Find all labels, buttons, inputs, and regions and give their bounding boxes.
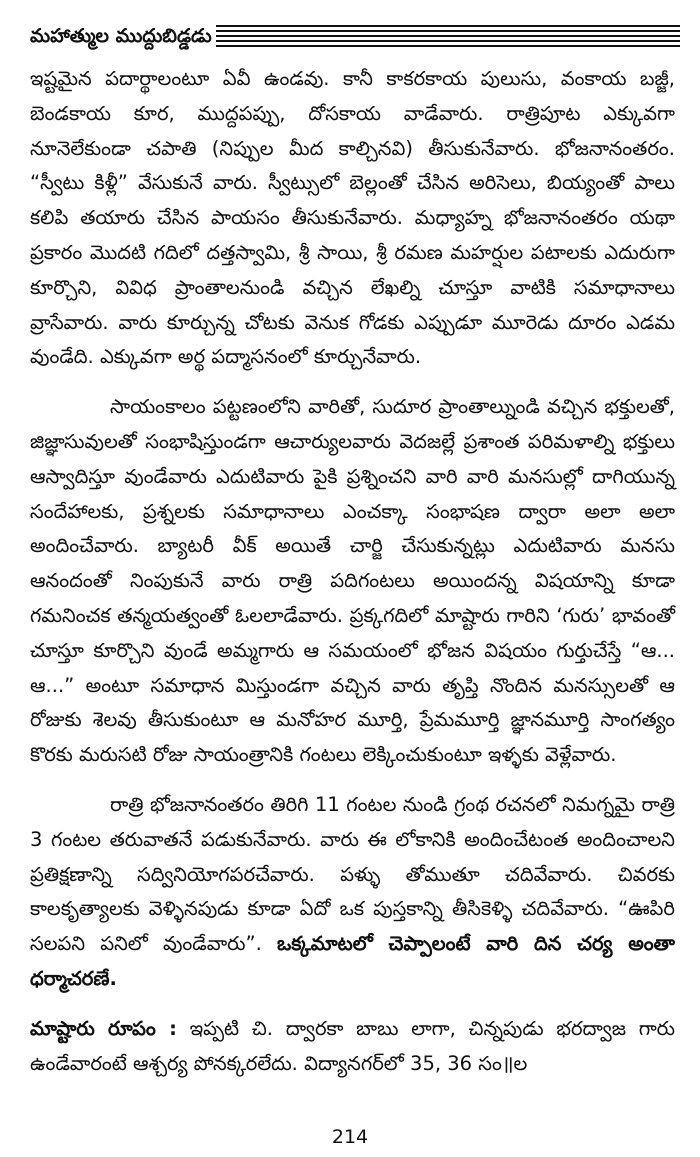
paragraph-appearance: [30, 1012, 675, 1082]
paragraph-night: [30, 788, 675, 997]
page-number: 214: [331, 1126, 369, 1148]
paragraph-night-text: రాత్రి భోజనానంతరం తిరిగి 11 గంటల నుండి గ్రంథ రచనలో నిమగ్నమై రాత్రి 3 గంటల తరువాతనే పడుకునేవారు. వారు ఈ లోకానికి అందించేటంత అందించాలని ప్రతిక్షణాన్ని సద్వినియోగపరచేవారు. పళ్ళు తోముతూ చదివేవారు. చివరకు కాలకృత్యాలకు వెళ్ళినపుడు కూడా ఏదో ఒక పుస్తకాన్ని తీసికెళ్ళి చదివేవారు. “ఊపిరి సలపని పనిలో వుండేవారు”.: [30, 792, 675, 956]
header-rule-lines: [216, 25, 680, 47]
paragraph-meals-text: ఇష్టమైన పదార్థాలంటూ ఏవీ ఉండవు. కానీ కాకరకాయ పులుసు, వంకాయ బజ్జీ, బెండకాయ కూర, ముద్దపప్పు, దోసకాయ వాడేవారు. రాత్రిపూట ఎక్కువగా నూనెలేకుండా చపాతి (నిప్పుల మీద కాల్చినవి) తీసుకునేవారు. భోజనానంతరం. “స్వీటు కిళ్లీ” వేసుకునే వారు. స్వీట్సులో బెల్లంతో చేసిన అరిసెలు, బియ్యంతో పాలు కలిపి తయారు చేసిన పాయసం తీసుకునేవారు. మధ్యాహ్న భోజనానంతరం యథా ప్రకారం మొదటి గదిలో దత్తస్వామి, శ్రీ సాయి, శ్రీ రమణ మహర్షుల పటాలకు ఎదురుగా కూర్చొని, వివిధ ప్రాంతాలనుండి వచ్చిన లేఖల్ని చూస్తూ వాటికి సమాధానాలు వ్రాసేవారు. వారు కూర్చున్న చోటకు వెనుక గోడకు ఎప్పుడూ మూరెడు దూరం ఎడమ వుండేది. ఎక్కువగా అర్థ పద్మాసనంలో కూర్చునేవారు.: [30, 67, 675, 369]
paragraph-meals: [30, 62, 675, 375]
page-header: [30, 22, 680, 52]
paragraph-appearance-label: మాష్టారు రూపం :: [30, 1016, 177, 1040]
running-title: మహాత్ముల ముద్దుబిడ్డడు: [30, 25, 212, 47]
paragraph-appearance-text: ఇప్పటి చి. ద్వారకా బాబు లాగా, చిన్నపుడు భరద్వాజ గారు ఉండేవారంటే ఆశ్చర్య పోనక్కరలేదు. విద్యానగర్‌లో 35, 36 సం॥ల: [30, 1016, 675, 1075]
paragraph-night-summary: ఒక్కమాటలో చెప్పాలంటే వారి దిన చర్య అంతా ధర్మాచరణే.: [30, 932, 675, 990]
page-body: [30, 62, 675, 1081]
paragraph-evening-text: సాయంకాలం పట్టణంలోని వారితో, సుదూర ప్రాంతాల్నుండి వచ్చిన భక్తులతో, జిజ్ఞాసువులతో సంభాషిస్తుండగా ఆచార్యులవారు వెదజల్లే ప్రశాంత పరిమళాల్ని భక్తులు ఆస్వాదిస్తూ వుండేవారు ఎదుటివారు పైకి ప్రశ్నించని వారి వారి మనసుల్లో దాగియున్న సందేహాలకు, ప్రశ్నలకు సమాధానాలు ఎంచక్కా సంభాషణ ద్వారా అలా అలా అందించేవారు. బ్యాటరీ వీక్ అయితే చార్జి చేసుకున్నట్లు ఎదుటివారు మనసు ఆనందంతో నింపుకునే వారు రాత్రి పదిగంటలు అయిందన్న విషయాన్ని కూడా గమనించక తన్మయత్వంతో ఓలలాడేవారు. ప్రక్కగదిలో మాష్టారు గారిని ‘గురు’ భావంతో చూస్తూ కూర్చొని వుండే అమ్మగారు ఆ సమయంలో భోజన విషయం గుర్తుచేస్తే “ఆ... ఆ...” అంటూ సమాధాన మిస్తుండగా వచ్చిన వారు తృప్తి నొందిన మనస్సులతో ఆ రోజుకు శెలవు తీసుకుంటూ ఆ మనోహర మూర్తి, ప్రేమమూర్తి జ్ఞానమూర్తి సాంగత్యం కొరకు మరుసటి రోజు సాయంత్రానికి గంటలు లెక్కించుకుంటూ ఇళ్ళకు వెళ్లేవారు.: [30, 395, 675, 767]
paragraph-evening: [30, 390, 675, 773]
